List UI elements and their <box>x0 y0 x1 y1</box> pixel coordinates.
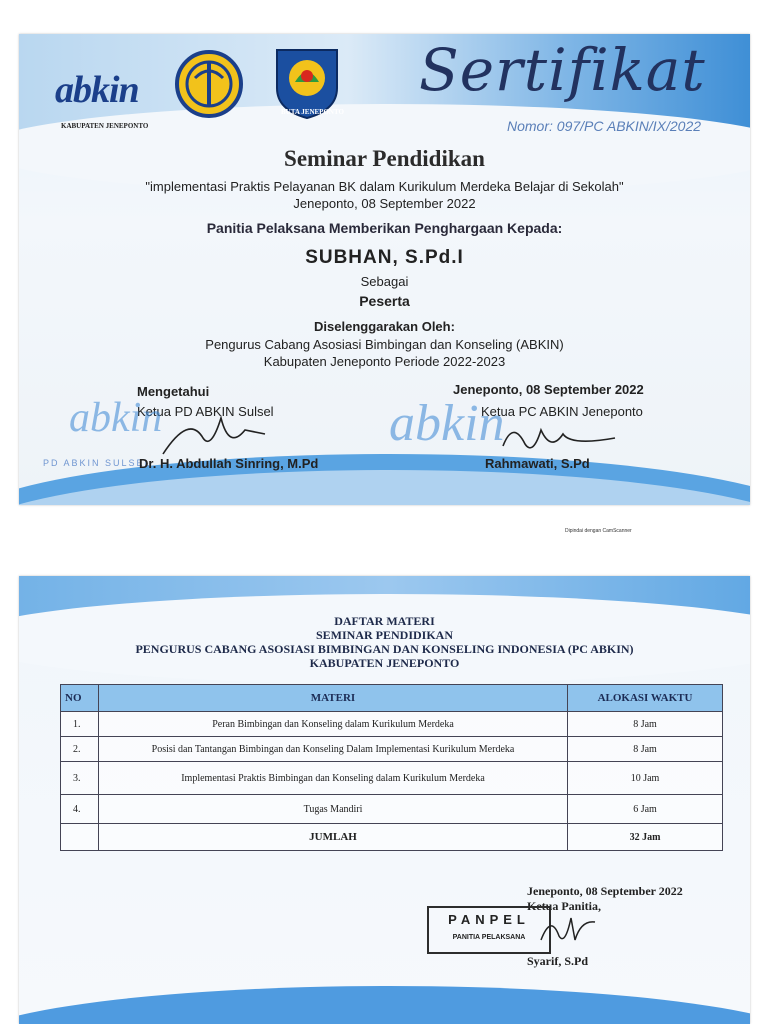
materi-table <box>60 684 723 851</box>
certificate-number: Nomor: 097/PC ABKIN/IX/2022 <box>507 118 702 134</box>
row-no: 1. <box>61 712 99 737</box>
table-row <box>61 795 723 824</box>
materi-title-2: SEMINAR PENDIDIKAN <box>315 628 453 642</box>
abkin-logo-text: abkin <box>55 69 139 111</box>
table-row <box>61 712 723 737</box>
organizer-line-1: Pengurus Cabang Asosiasi Bimbingan dan Konseling (ABKIN) <box>205 337 564 352</box>
materi-sign-name: Syarif, S.Pd <box>527 954 589 968</box>
organized-by-label: Diselenggarakan Oleh: <box>314 319 455 334</box>
right-sign-name: Rahmawati, S.Pd <box>485 456 590 471</box>
left-sign-position: Ketua PD ABKIN Sulsel <box>137 404 274 419</box>
materi-sign-position: Ketua Panitia, <box>527 899 601 913</box>
left-stamp-text: PD ABKIN SULSEL <box>43 458 152 468</box>
award-line: Panitia Pelaksana Memberikan Penghargaan Kepada: <box>206 220 563 236</box>
row-materi: Tugas Mandiri <box>99 795 568 824</box>
row-waktu: 8 Jam <box>568 737 723 762</box>
column-header-no: NO <box>61 685 99 712</box>
recipient-name: SUBHAN, S.Pd.I <box>305 247 464 268</box>
organizer-line-2: Kabupaten Jeneponto Periode 2022-2023 <box>263 354 506 369</box>
materi-title-1: DAFTAR MATERI <box>334 614 435 628</box>
role: Peserta <box>359 293 410 309</box>
event-title: Seminar Pendidikan <box>284 146 485 171</box>
right-signature-icon <box>499 416 619 460</box>
total-value: 32 Jam <box>568 824 723 851</box>
row-waktu: 10 Jam <box>568 762 723 795</box>
total-label: JUMLAH <box>99 824 568 851</box>
panpel-stamp <box>427 906 551 954</box>
total-no-cell <box>61 824 99 851</box>
stamp-line-2: PANITIA PELAKSANA <box>452 934 526 941</box>
column-header-waktu: ALOKASI WAKTU <box>568 685 723 712</box>
materi-title-4: KABUPATEN JENEPONTO <box>309 656 460 670</box>
left-signature-icon <box>159 410 269 460</box>
row-materi: Implementasi Praktis Bimbingan dan Konseling dalam Kurikulum Merdeka <box>99 762 568 795</box>
abkin-logo <box>51 60 171 130</box>
column-header-materi: MATERI <box>99 685 568 712</box>
table-row <box>61 737 723 762</box>
right-sign-position: Ketua PC ABKIN Jeneponto <box>481 404 643 419</box>
left-sign-name: Dr. H. Abdullah Sinring, M.Pd <box>139 456 319 471</box>
left-sign-heading: Mengetahui <box>137 384 210 399</box>
row-materi: Posisi dan Tantangan Bimbingan dan Konseling Dalam Implementasi Kurikulum Merdeka <box>99 737 568 762</box>
table-header-row <box>61 685 723 712</box>
place-date: Jeneponto, 08 September 2022 <box>293 196 476 211</box>
row-waktu: 8 Jam <box>568 712 723 737</box>
seminar-theme: "implementasi Praktis Pelayanan BK dalam Kurikulum Merdeka Belajar di Sekolah" <box>145 179 624 194</box>
row-waktu: 6 Jam <box>568 795 723 824</box>
row-no: 3. <box>61 762 99 795</box>
organization-seal-icon <box>173 48 245 120</box>
materi-page <box>19 576 750 1024</box>
regency-emblem-caption: BUTA JENEPONTO <box>281 108 344 116</box>
certificate-page <box>19 34 750 505</box>
materi-signature-icon <box>539 910 599 950</box>
left-stamp-logo: abkin <box>69 395 163 441</box>
as-label: Sebagai <box>360 274 409 289</box>
materi-sign-place-date: Jeneponto, 08 September 2022 <box>527 884 683 898</box>
abkin-logo-subtitle: KABUPATEN JENEPONTO <box>61 122 149 130</box>
right-sign-place-date: Jeneponto, 08 September 2022 <box>453 382 644 397</box>
row-no: 2. <box>61 737 99 762</box>
stamp-line-1: PANPEL <box>448 912 530 927</box>
table-total-row <box>61 824 723 851</box>
scanner-note: Dipindai dengan CamScanner <box>565 528 632 534</box>
row-materi: Peran Bimbingan dan Konseling dalam Kurikulum Merdeka <box>99 712 568 737</box>
materi-title-3: PENGURUS CABANG ASOSIASI BIMBINGAN DAN KONSELING INDONESIA (PC ABKIN) <box>135 642 634 656</box>
table-row <box>61 762 723 795</box>
bottom-wave <box>19 986 750 1024</box>
certificate-title: Sertifikat <box>419 36 706 104</box>
row-no: 4. <box>61 795 99 824</box>
right-stamp-logo: abkin <box>389 395 505 452</box>
